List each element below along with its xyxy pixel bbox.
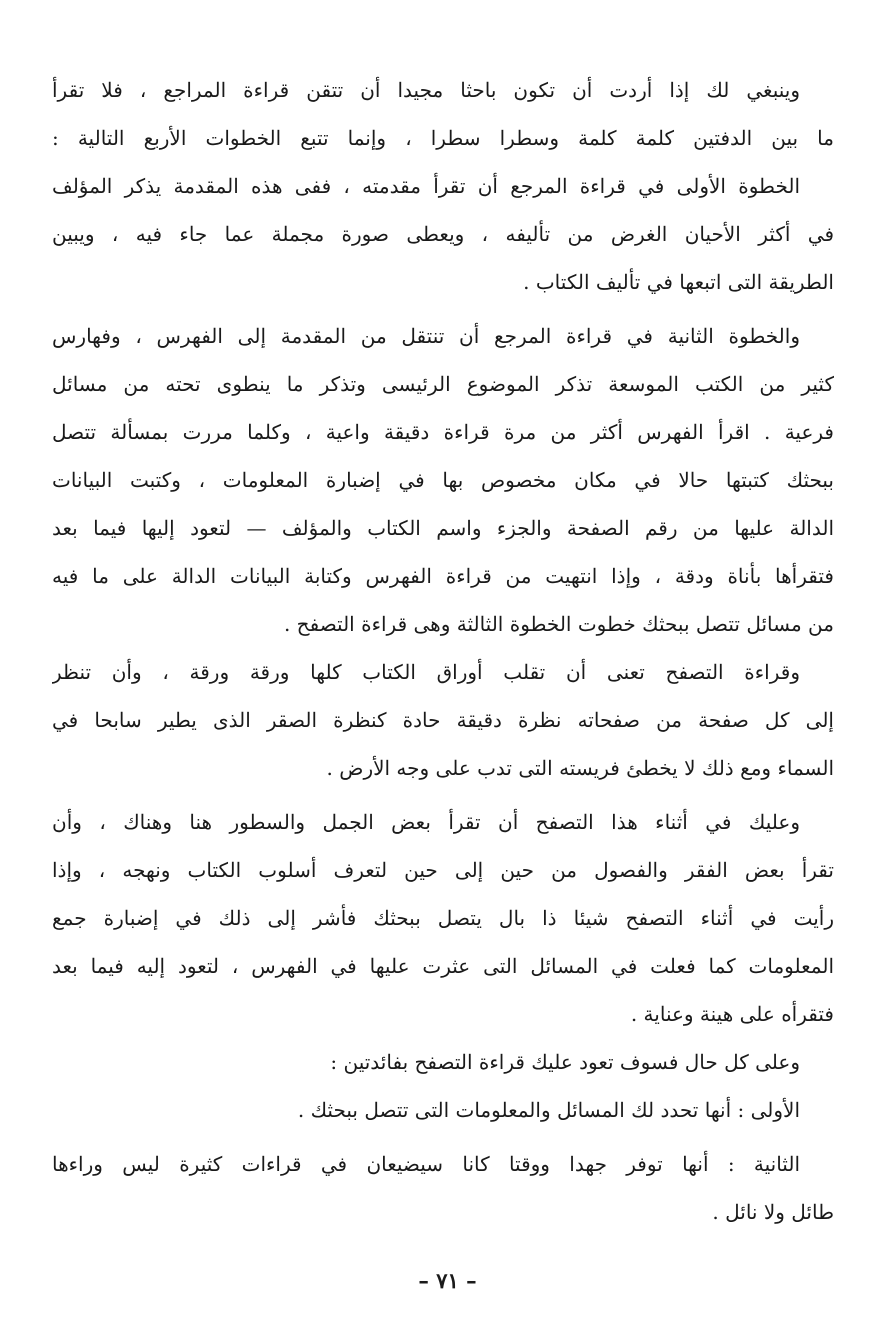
text-line: رأيت في أثناء التصفح شيئا ذا بال يتصل ببحثك فأشر إلى ذلك في إضبارة جمع (52, 906, 834, 930)
text-line: ببحثك كتبتها حالا في مكان مخصوص بها في إضبارة المعلومات ، وكتبت البيانات (52, 468, 834, 492)
text-line: فتقرأه على هينة وعناية . (630, 1002, 834, 1026)
text-line: ما بين الدفتين كلمة كلمة وسطرا سطرا ، وإنما تتبع الخطوات الأربع التالية : (52, 126, 834, 150)
text-line: الأولى : أنها تحدد لك المسائل والمعلومات التى تتصل ببحثك . (297, 1098, 800, 1122)
text-line: الدالة عليها من رقم الصفحة والجزء واسم الكتاب والمؤلف — لتعود إليها فيما بعد (52, 516, 834, 540)
text-line: الطريقة التى اتبعها في تأليف الكتاب . (523, 270, 834, 294)
text-line: في أكثر الأحيان الغرض من تأليفه ، ويعطى صورة مجملة عما جاء فيه ، ويبين (52, 222, 834, 246)
text-line: وعلى كل حال فسوف تعود عليك قراءة التصفح بفائدتين : (330, 1050, 800, 1074)
text-line: والخطوة الثانية في قراءة المرجع أن تنتقل من المقدمة إلى الفهرس ، وفهارس (52, 324, 800, 348)
text-line: الخطوة الأولى في قراءة المرجع أن تقرأ مقدمته ، ففى هذه المقدمة يذكر المؤلف (52, 174, 800, 198)
text-line: وعليك في أثناء هذا التصفح أن تقرأ بعض الجمل والسطور هنا وهناك ، وأن (52, 810, 800, 834)
text-line: فتقرأها بأناة ودقة ، وإذا انتهيت من قراءة الفهرس وكتابة البيانات الدالة على ما فيه (52, 564, 834, 588)
text-line: إلى كل صفحة من صفحاته نظرة دقيقة حادة كنظرة الصقر الذى يطير سابحا في (52, 708, 834, 732)
text-line: طائل ولا نائل . (712, 1200, 834, 1224)
text-line: وينبغي لك إذا أردت أن تكون باحثا مجيدا أن تتقن قراءة المراجع ، فلا تقرأ (52, 78, 800, 102)
text-line: فرعية . اقرأ الفهرس أكثر من مرة قراءة دقيقة واعية ، وكلما مررت بمسألة تتصل (52, 420, 834, 444)
page-number: – ٧١ – (418, 1268, 477, 1293)
text-line: تقرأ بعض الفقر والفصول من حين إلى حين لتعرف أسلوب الكتاب ونهجه ، وإذا (52, 858, 834, 882)
text-line: الثانية : أنها توفر جهدا ووقتا كانا سيضيعان في قراءات كثيرة ليس وراءها (52, 1152, 800, 1176)
text-line: السماء ومع ذلك لا يخطئ فريسته التى تدب على وجه الأرض . (326, 756, 834, 780)
text-line: كثير من الكتب الموسعة تذكر الموضوع الرئيسى وتذكر ما ينطوى تحته من مسائل (52, 372, 834, 396)
page-body (52, 66, 834, 1316)
text-line: المعلومات كما فعلت في المسائل التى عثرت عليها في الفهرس ، لتعود إليه فيما بعد (52, 954, 834, 978)
text-line: وقراءة التصفح تعنى أن تقلب أوراق الكتاب كلها ورقة ورقة ، وأن تنظر (52, 660, 800, 684)
text-line: من مسائل تتصل ببحثك خطوت الخطوة الثالثة وهى قراءة التصفح . (283, 612, 834, 636)
